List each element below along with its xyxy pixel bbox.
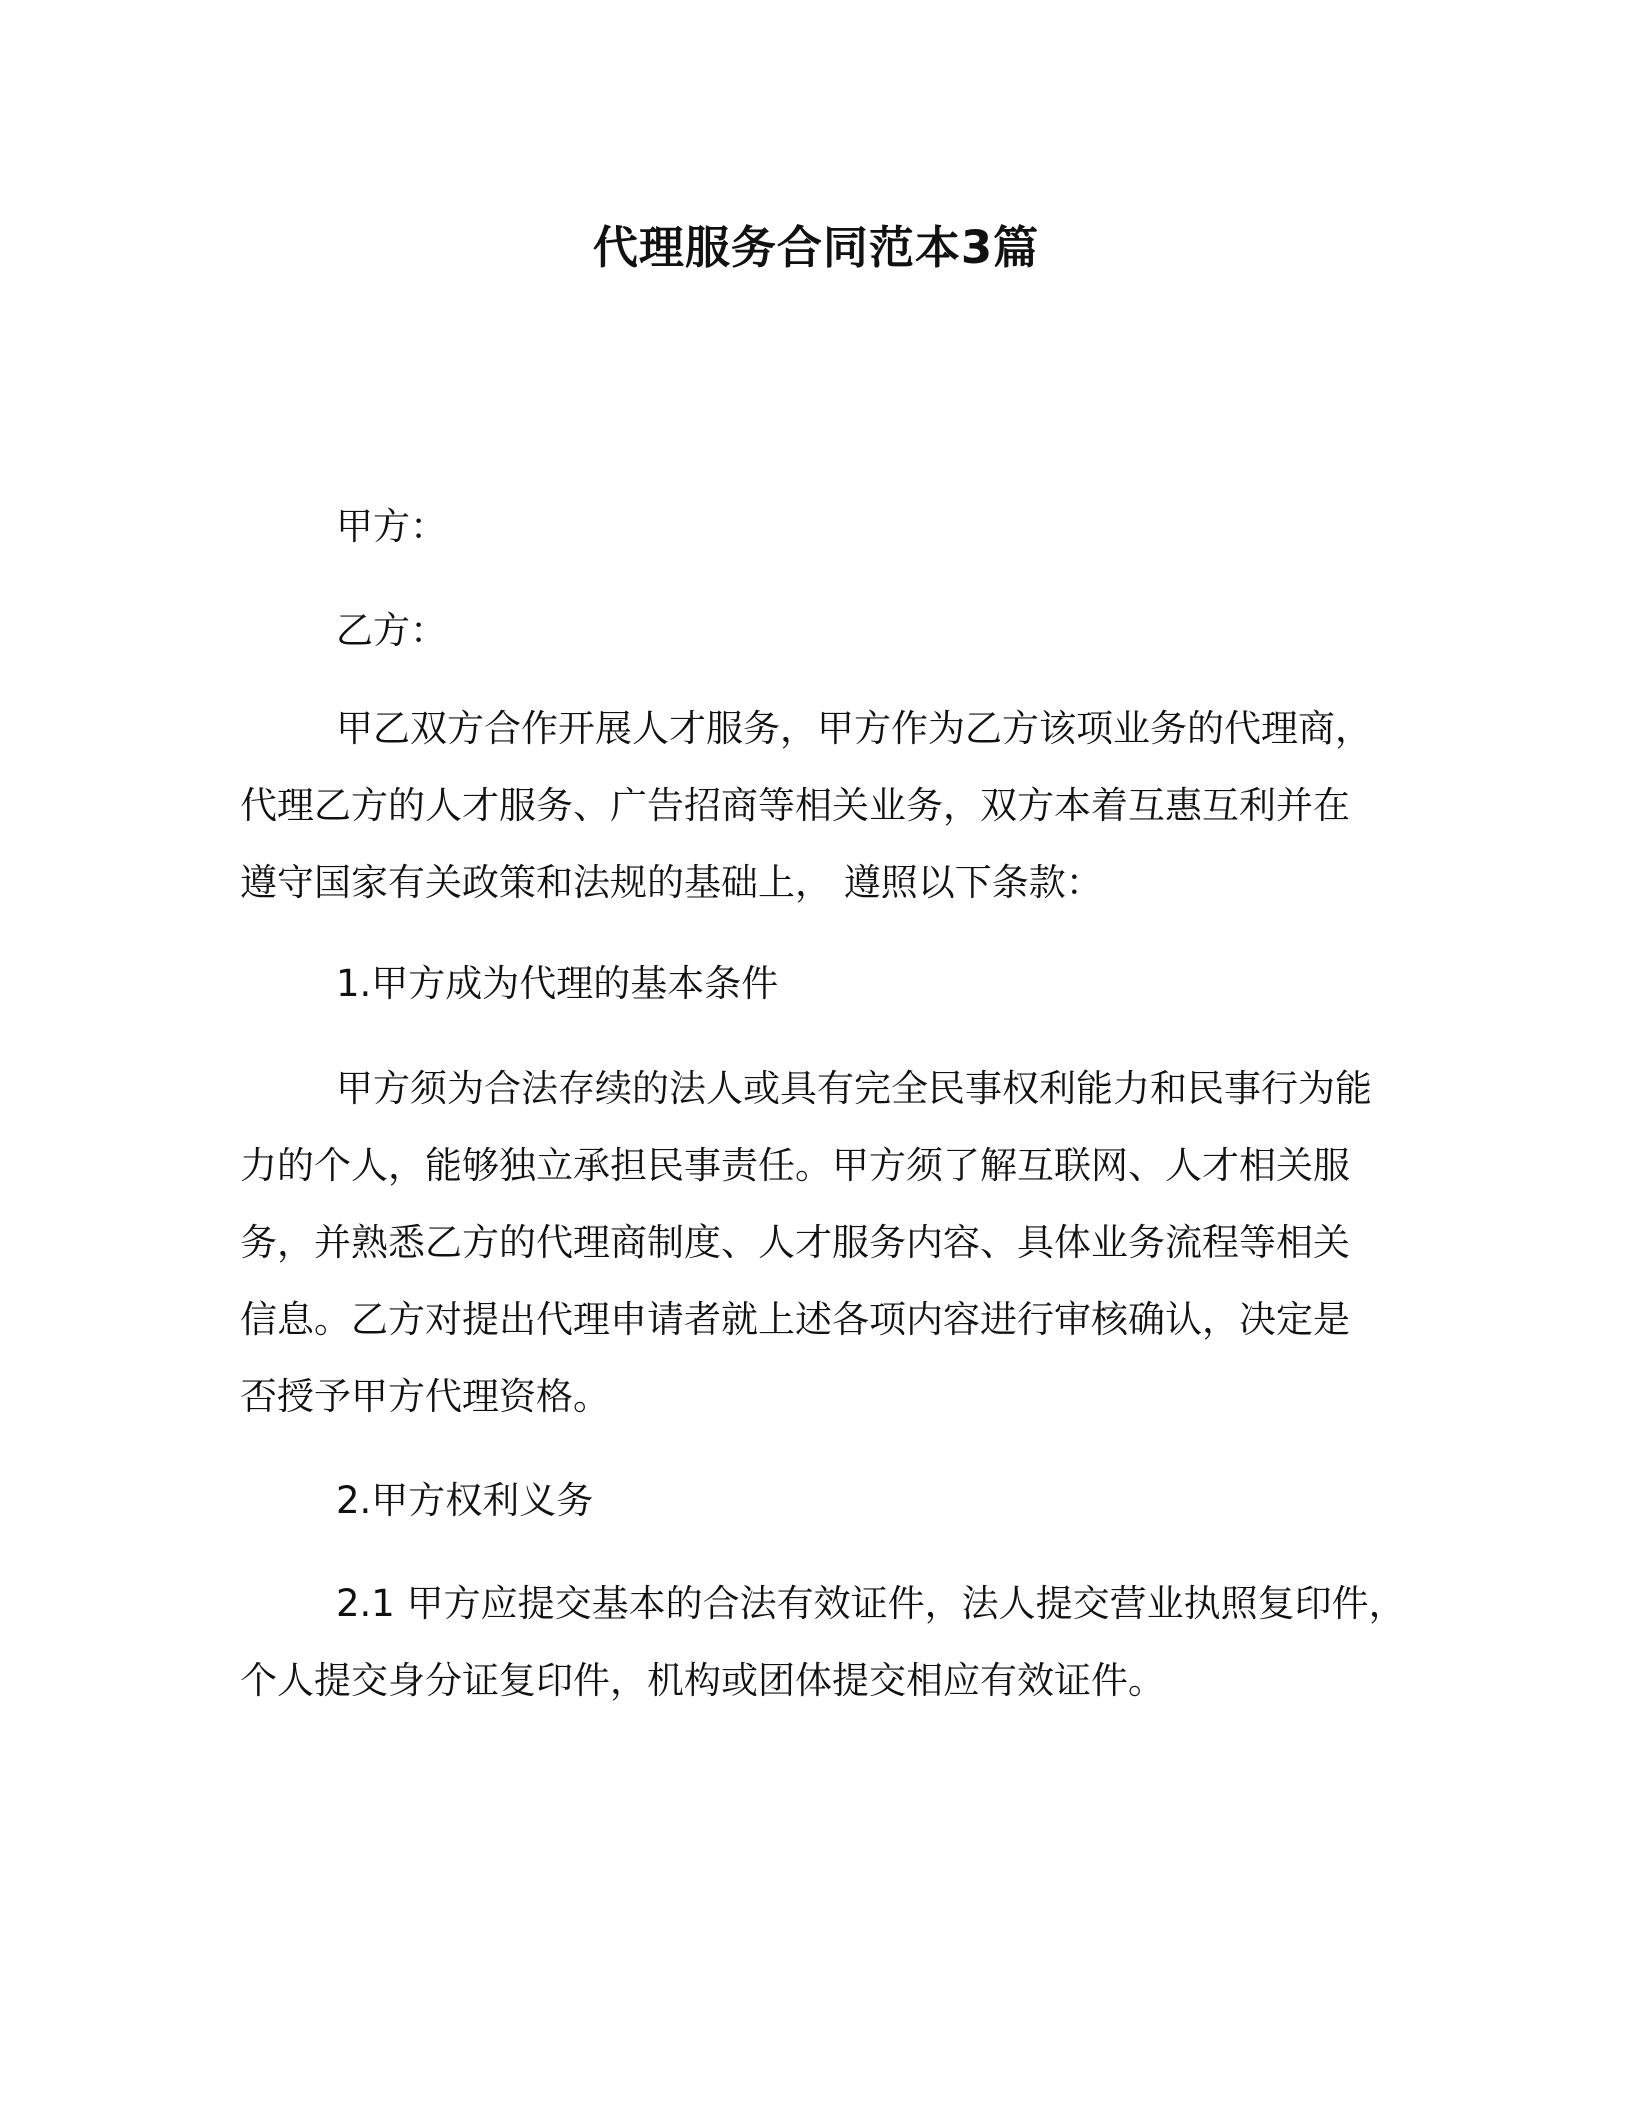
section-1-paragraph [240,1050,1390,1435]
section-2-heading-text: 2.甲方权利义务 [336,1479,594,1522]
section-1-line: 力的个人，能够独立承担民事责任。甲方须了解互联网、人才相关服 [240,1144,1350,1187]
section-1-heading-text: 1.甲方成为代理的基本条件 [336,962,779,1005]
party-a-label [240,488,1390,565]
party-b-label [240,592,1390,669]
intro-line: 甲乙双方合作开展人才服务，甲方作为乙方该项业务的代理商， [336,707,1372,750]
section-1-heading [240,945,1390,1022]
section-1-line: 信息。乙方对提出代理申请者就上述各项内容进行审核确认，决定是 [240,1298,1350,1341]
section-1-line: 务，并熟悉乙方的代理商制度、人才服务内容、具体业务流程等相关 [240,1221,1350,1264]
section-2-heading [240,1462,1390,1539]
intro-line: 代理乙方的人才服务、广告招商等相关业务，双方本着互惠互利并在 [240,784,1350,827]
intro-line: 遵守国家有关政策和法规的基础上， 遵照以下条款： [240,861,1103,904]
section-2-1-line: 2.1 甲方应提交基本的合法有效证件，法人提交营业执照复印件， [336,1582,1406,1625]
document-title: 代理服务合同范本3篇 [592,221,1040,274]
section-1-line: 否授予甲方代理资格。 [240,1375,610,1418]
intro-paragraph [240,690,1390,921]
section-2-1-paragraph [240,1565,1406,1719]
section-2-1-line: 个人提交身分证复印件，机构或团体提交相应有效证件。 [240,1659,1165,1702]
party-a-line: 甲方： [336,505,447,548]
section-1-line: 甲方须为合法存续的法人或具有完全民事权利能力和民事行为能 [336,1067,1372,1110]
party-b-line: 乙方： [336,609,447,652]
